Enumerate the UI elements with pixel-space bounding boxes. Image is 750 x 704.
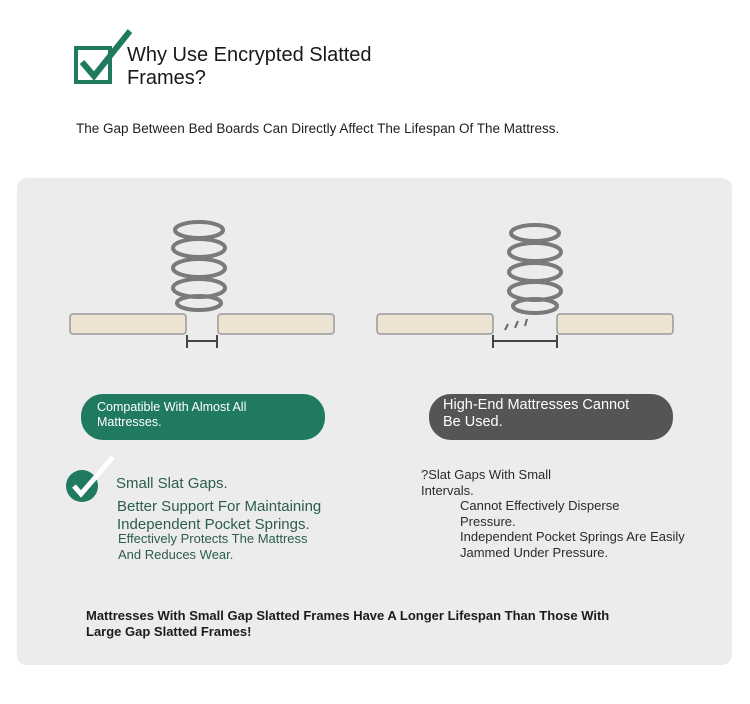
slat bbox=[218, 314, 334, 334]
checkbox-check-icon bbox=[74, 28, 132, 86]
good-benefit: Better Support For Maintaining Independent Pocket Springs. bbox=[117, 498, 322, 533]
circle-check-icon bbox=[65, 456, 117, 506]
good-detail: Effectively Protects The Mattress And Reduces Wear. bbox=[118, 531, 308, 562]
slat bbox=[557, 314, 673, 334]
bad-issue-2: Independent Pocket Springs Are Easily Jammed Under Pressure. bbox=[460, 529, 685, 560]
gap-measure bbox=[187, 335, 217, 348]
bad-heading: ?Slat Gaps With Small Intervals. bbox=[421, 467, 552, 498]
pressure-marks bbox=[505, 319, 527, 330]
slat bbox=[70, 314, 186, 334]
page-title: Why Use Encrypted Slatted Frames? bbox=[127, 44, 372, 89]
gap-measure bbox=[493, 335, 557, 348]
good-heading: Small Slat Gaps. bbox=[116, 475, 228, 492]
coil-spring-icon bbox=[509, 225, 561, 313]
page-subtitle: The Gap Between Bed Boards Can Directly Affect The Lifespan Of The Mattress. bbox=[76, 121, 560, 136]
bad-issue-1: Cannot Effectively Disperse Pressure. bbox=[460, 498, 620, 529]
conclusion-text: Mattresses With Small Gap Slatted Frames Have A Longer Lifespan Than Those With Large Gap Slatted Frames! bbox=[86, 608, 610, 639]
comparison-panel bbox=[17, 178, 732, 665]
incompatible-badge: High-End Mattresses Cannot Be Used. bbox=[429, 394, 673, 440]
coil-spring-icon bbox=[173, 222, 225, 310]
slat-gap-diagram bbox=[17, 178, 732, 378]
compatible-badge: Compatible With Almost All Mattresses. bbox=[81, 394, 325, 440]
slat bbox=[377, 314, 493, 334]
